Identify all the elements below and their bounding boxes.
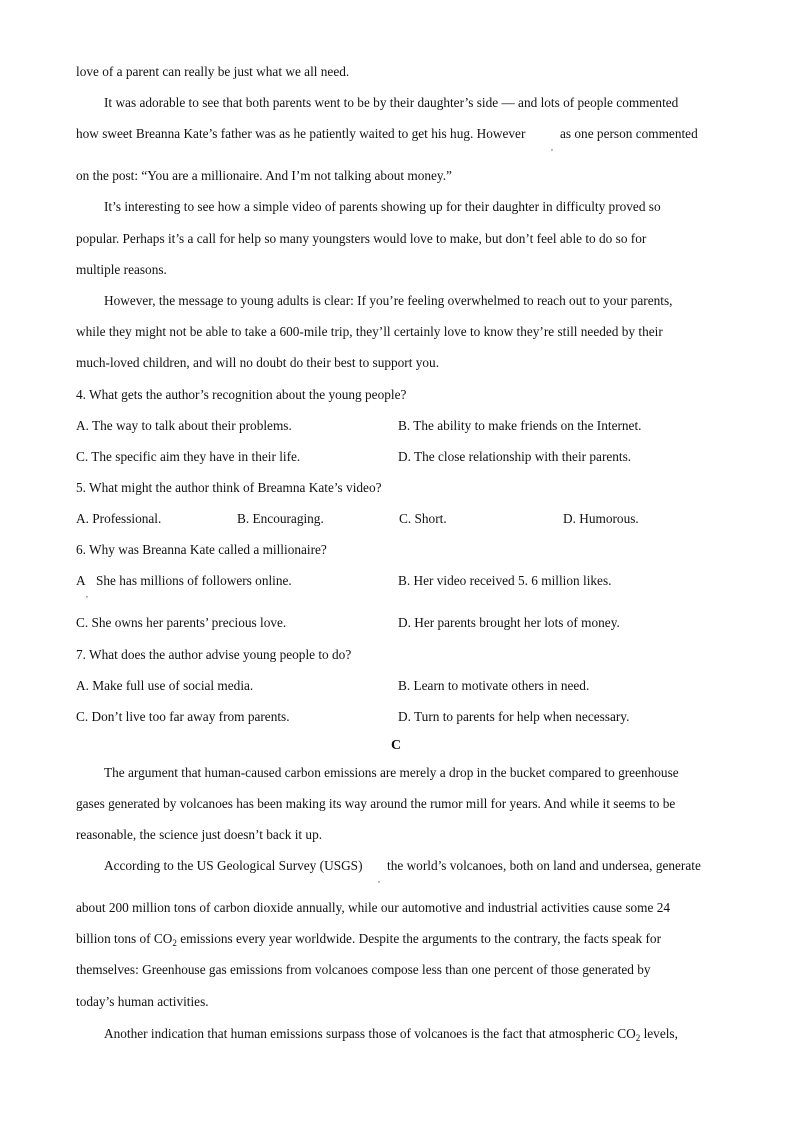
passage-c-line: The argument that human-caused carbon emissions are merely a drop in the bucket compared to greenhouse [104,765,679,780]
option-c: C. Short. [399,511,447,526]
passage-c-line: gases generated by volcanoes has been making its way around the rumor mill for years. And while it seems to be [76,796,676,811]
passage-b-line: while they might not be able to take a 600-mile trip, they’ll certainly love to know they’re still needed by their [76,324,663,339]
option-a: A. Professional. [76,511,162,526]
passage-b-line: However, the message to young adults is clear: If you’re feeling overwhelmed to reach out to your parents, [104,293,673,308]
option-text: She has millions of followers online. [96,573,292,588]
option-d: D. Turn to parents for help when necessary. [398,709,630,724]
text-segment: how sweet Breanna Kate’s father was as he patiently waited to get his hug. However [76,126,526,141]
passage-c-line: about 200 million tons of carbon dioxide annually, while our automotive and industrial activities cause some 24 [76,900,671,915]
text-segment: emissions every year worldwide. Despite the arguments to the contrary, the facts speak for [176,931,661,946]
option-b: B. Encouraging. [237,511,324,526]
question-stem: 5. What might the author think of Breamna Kate’s video? [76,480,382,495]
passage-b-line [76,126,698,152]
passage-b-line: popular. Perhaps it’s a call for help so many youngsters would love to make, but don’t feel able to do so for [76,231,647,246]
passage-c-line: reasonable, the science just doesn’t back it up. [76,827,323,842]
text-segment: billion tons of CO [76,931,173,946]
text-segment: the world’s volcanoes, both on land and undersea, generate [387,858,701,873]
section-heading: C [390,738,402,753]
question-stem: 6. Why was Breanna Kate called a millionaire? [76,542,327,557]
passage-c-line [104,1026,678,1042]
text-segment: Another indication that human emissions surpass those of volcanoes is the fact that atmospheric CO [104,1026,636,1041]
passage-b-line: It’s interesting to see how a simple video of parents showing up for their daughter in difficulty proved so [104,199,661,214]
question-stem: 7. What does the author advise young people to do? [76,647,352,662]
option-letter: A [76,573,86,588]
option-c: C. The specific aim they have in their life. [76,449,301,464]
passage-c-line: themselves: Greenhouse gas emissions from volcanoes compose less than one percent of those generated by [76,962,651,977]
passage-b-line: love of a parent can really be just what we all need. [76,64,350,79]
comma-mark: , [378,875,380,884]
comma-mark: , [551,143,553,152]
option-a: A. Make full use of social media. [76,678,254,693]
passage-c-line: today’s human activities. [76,994,209,1009]
option-b: B. Learn to motivate others in need. [398,678,590,693]
option-b: B. The ability to make friends on the Internet. [398,418,642,433]
passage-b-line: much-loved children, and will no doubt do their best to support you. [76,355,440,370]
document-page [76,0,716,1123]
option-c: C. Don’t live too far away from parents. [76,709,290,724]
option-b: B. Her video received 5. 6 million likes. [398,573,612,588]
comma-mark: , [86,590,88,599]
option-d: D. Her parents brought her lots of money. [398,615,620,630]
option-d: D. Humorous. [563,511,639,526]
option-a [76,573,292,599]
passage-c-line [76,931,661,947]
question-stem: 4. What gets the author’s recognition about the young people? [76,387,407,402]
text-segment: levels, [640,1026,678,1041]
subscript: 2 [172,938,177,948]
passage-c-line [104,858,701,884]
passage-b-line: multiple reasons. [76,262,167,277]
option-d: D. The close relationship with their parents. [398,449,632,464]
option-a: A. The way to talk about their problems. [76,418,292,433]
passage-b-line: It was adorable to see that both parents went to be by their daughter’s side — and lots of people commented [104,95,679,110]
option-c: C. She owns her parents’ precious love. [76,615,287,630]
text-segment: as one person commented [560,126,698,141]
passage-b-line: on the post: “You are a millionaire. And I’m not talking about money.” [76,168,452,183]
text-segment: According to the US Geological Survey (USGS) [104,858,363,873]
subscript: 2 [635,1033,641,1043]
